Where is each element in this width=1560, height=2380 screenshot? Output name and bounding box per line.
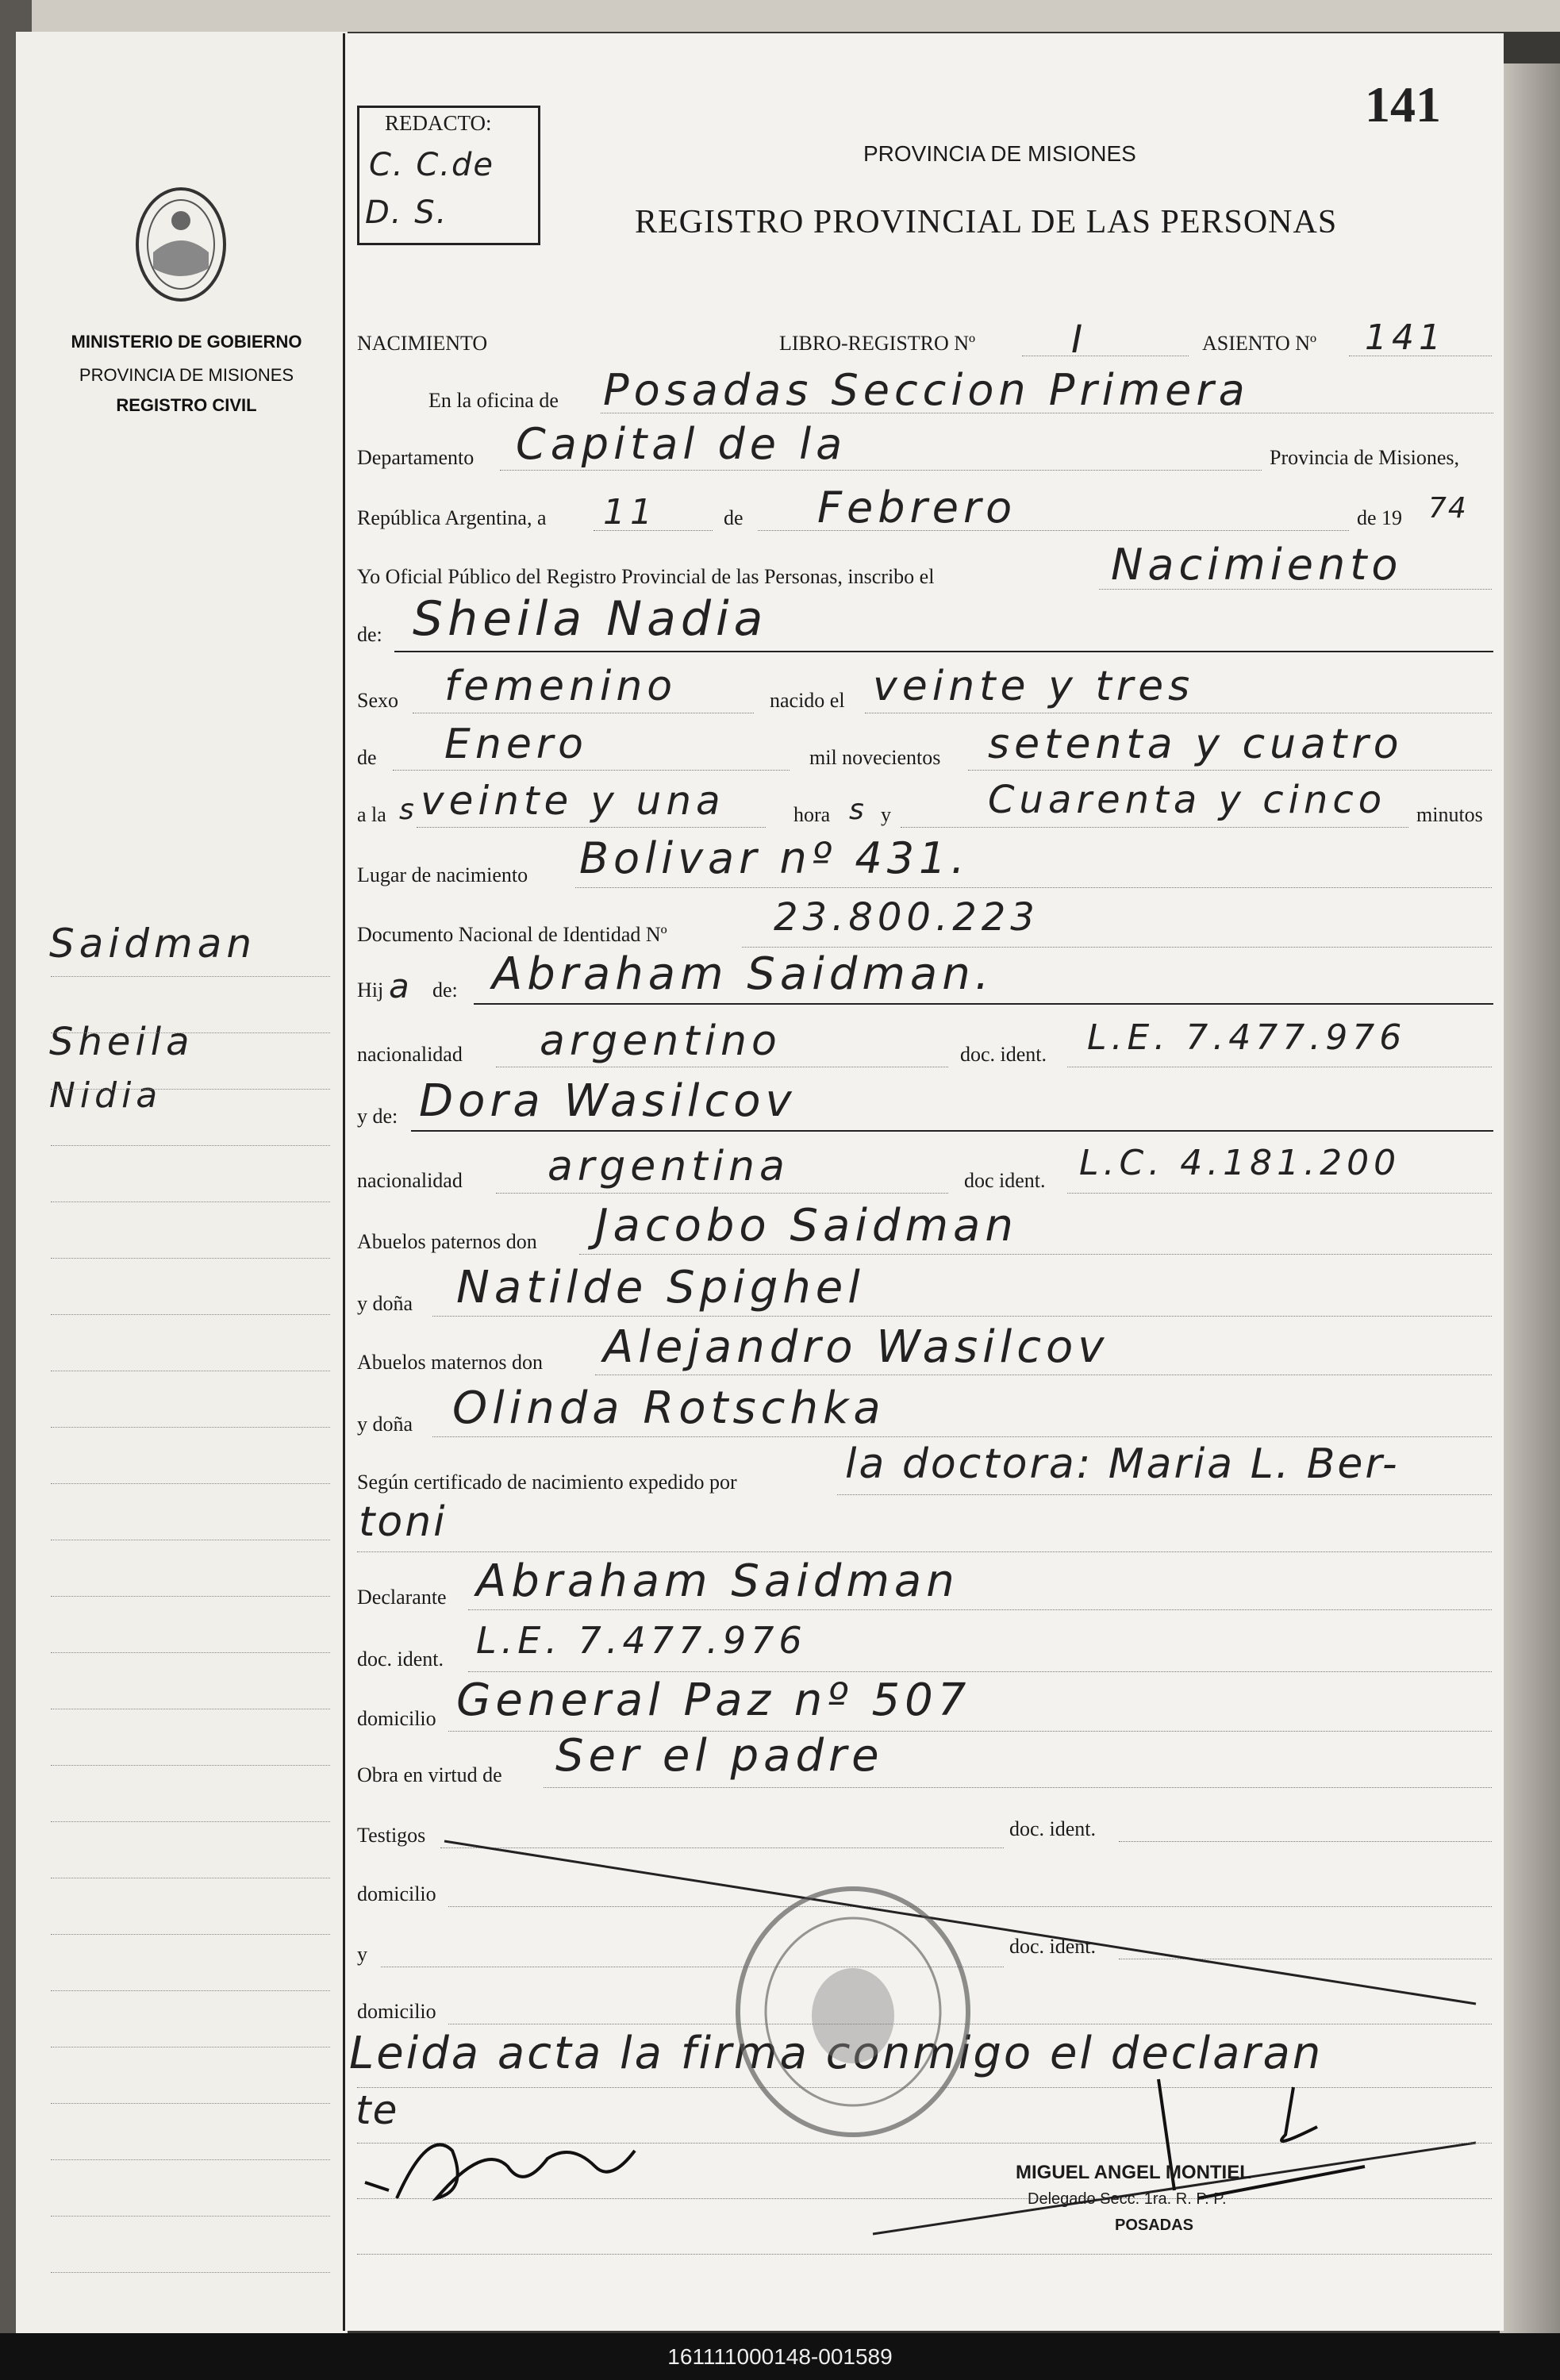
label-de-mes: de bbox=[724, 506, 743, 529]
value-abuela-pat: Natilde Spighel bbox=[456, 1262, 865, 1313]
value-dni: 23.800.223 bbox=[774, 895, 1039, 940]
label-segun: Según certificado de nacimiento expedido por bbox=[357, 1471, 737, 1494]
stub-name-2: Nidia bbox=[49, 1075, 163, 1116]
label-nacionalidad-padre: nacionalidad bbox=[357, 1043, 463, 1066]
value-a-la-s: s bbox=[399, 794, 414, 826]
label-dni: Documento Nacional de Identidad Nº bbox=[357, 923, 667, 946]
label-y-minutos: y bbox=[881, 803, 891, 826]
header-registry: REGISTRO PROVINCIAL DE LAS PERSONAS bbox=[635, 204, 1338, 240]
label-doc-padre: doc. ident. bbox=[960, 1043, 1047, 1066]
declarant-signature-icon bbox=[357, 2095, 659, 2230]
label-domicilio-testigo-1: domicilio bbox=[357, 1882, 436, 1905]
label-de-nombre: de: bbox=[357, 623, 382, 646]
label-libro: LIBRO-REGISTRO Nº bbox=[779, 332, 976, 355]
official-round-stamp-icon bbox=[730, 1881, 976, 2143]
value-mes: Febrero bbox=[817, 483, 1017, 533]
ministry-province: PROVINCIA DE MISIONES bbox=[79, 365, 294, 385]
closing-rule-4 bbox=[357, 2254, 1492, 2255]
ministry-title: MINISTERIO DE GOBIERNO bbox=[71, 332, 302, 352]
official-name: MIGUEL ANGEL MONTIEL bbox=[1016, 2162, 1251, 2183]
value-declarante: Abraham Saidman bbox=[476, 1555, 959, 1607]
value-doc-madre: L.C. 4.181.200 bbox=[1079, 1143, 1401, 1183]
label-domicilio: domicilio bbox=[357, 1707, 436, 1730]
value-hij: a bbox=[389, 967, 409, 1005]
label-sexo: Sexo bbox=[357, 689, 398, 712]
value-obra: Ser el padre bbox=[555, 1730, 884, 1782]
value-madre: Dora Wasilcov bbox=[419, 1075, 797, 1127]
value-acto: Nacimiento bbox=[1111, 540, 1403, 590]
label-mil: mil novecientos bbox=[809, 746, 941, 769]
page-number: 141 bbox=[1365, 76, 1441, 133]
redacto-line-1: C. C.de bbox=[369, 147, 495, 183]
label-y-testigo-2: y bbox=[357, 1943, 367, 1966]
label-nacimiento: NACIMIENTO bbox=[357, 332, 488, 355]
value-departamento: Capital de la bbox=[516, 419, 847, 469]
value-horas-s: s bbox=[849, 794, 864, 826]
label-nacido: nacido el bbox=[770, 689, 845, 712]
label-obra: Obra en virtud de bbox=[357, 1763, 502, 1786]
official-place: POSADAS bbox=[1115, 2217, 1193, 2234]
value-nac-madre: argentina bbox=[548, 1143, 790, 1190]
label-republica: República Argentina, a bbox=[357, 506, 547, 529]
value-abuela-mat: Olinda Rotschka bbox=[452, 1382, 886, 1434]
ministry-registry: REGISTRO CIVIL bbox=[116, 395, 257, 415]
redacto-label: REDACTO: bbox=[385, 111, 492, 135]
value-certificado-2: toni bbox=[359, 1498, 448, 1546]
value-certificado: la doctora: Maria L. Ber- bbox=[845, 1440, 1400, 1488]
closing-line-1: Leida acta la firma conmigo el declaran bbox=[349, 2028, 1324, 2079]
label-testigos: Testigos bbox=[357, 1824, 426, 1847]
label-departamento: Departamento bbox=[357, 446, 475, 469]
value-nombre: Sheila Nadia bbox=[413, 591, 768, 647]
value-oficina: Posadas Seccion Primera bbox=[603, 365, 1250, 415]
redacto-line-2: D. S. bbox=[365, 194, 448, 231]
label-provincia: Provincia de Misiones, bbox=[1270, 446, 1460, 469]
value-nacido: veinte y tres bbox=[873, 663, 1195, 710]
value-dia: 11 bbox=[603, 492, 657, 533]
label-de-padre: de: bbox=[432, 979, 458, 1002]
label-hij: Hij bbox=[357, 979, 384, 1002]
value-abuelo-mat: Alejandro Wasilcov bbox=[603, 1321, 1109, 1373]
value-domicilio: General Paz nº 507 bbox=[456, 1674, 971, 1726]
label-a-la: a la bbox=[357, 803, 386, 826]
label-doc-madre: doc ident. bbox=[964, 1169, 1046, 1192]
label-inscribo: Yo Oficial Público del Registro Provincial de las Personas, inscribo el bbox=[357, 565, 935, 588]
value-horas: veinte y una bbox=[421, 778, 725, 824]
value-libro: I bbox=[1071, 317, 1088, 362]
label-oficina: En la oficina de bbox=[428, 389, 559, 412]
label-abuela-mat: y doña bbox=[357, 1413, 413, 1436]
label-abuela-pat: y doña bbox=[357, 1292, 413, 1315]
value-minutos: Cuarenta y cinco bbox=[988, 778, 1387, 822]
label-madre: y de: bbox=[357, 1105, 398, 1128]
value-anio-nac: setenta y cuatro bbox=[988, 721, 1404, 768]
label-doc-testigo-1: doc. ident. bbox=[1009, 1817, 1097, 1840]
archive-id-footer: 161111000148-001589 bbox=[0, 2333, 1560, 2380]
label-asiento: ASIENTO Nº bbox=[1202, 332, 1317, 355]
stub-surname: Saidman bbox=[49, 921, 257, 967]
value-mes-nac: Enero bbox=[444, 721, 588, 768]
label-minutos: minutos bbox=[1416, 803, 1483, 826]
label-abuelo-mat: Abuelos maternos don bbox=[357, 1351, 543, 1374]
label-lugar: Lugar de nacimiento bbox=[357, 863, 528, 886]
value-abuelo-pat: Jacobo Saidman bbox=[595, 1200, 1018, 1252]
value-doc-declarante: L.E. 7.477.976 bbox=[476, 1619, 807, 1662]
value-lugar: Bolivar nº 431. bbox=[579, 833, 970, 883]
value-asiento: 141 bbox=[1365, 317, 1446, 358]
header-province: PROVINCIA DE MISIONES bbox=[863, 141, 1136, 166]
value-nac-padre: argentino bbox=[540, 1017, 782, 1065]
label-nacionalidad-madre: nacionalidad bbox=[357, 1169, 463, 1192]
label-doc-testigo-2: doc. ident. bbox=[1009, 1935, 1097, 1958]
value-doc-padre: L.E. 7.477.976 bbox=[1087, 1017, 1407, 1058]
label-domicilio-testigo-2: domicilio bbox=[357, 2000, 436, 2023]
label-horas: hora bbox=[793, 803, 831, 826]
label-abuelo-pat: Abuelos paternos don bbox=[357, 1230, 537, 1253]
value-sexo: femenino bbox=[444, 663, 678, 710]
label-de-anio: de 19 bbox=[1357, 506, 1403, 529]
closing-line-2: te bbox=[355, 2087, 399, 2133]
value-padre: Abraham Saidman. bbox=[492, 948, 994, 1000]
value-anio: 74 bbox=[1428, 492, 1468, 525]
label-declarante: Declarante bbox=[357, 1586, 447, 1609]
official-title: Delegado Secc. 1ra. R. P. P. bbox=[1028, 2190, 1227, 2208]
label-de-mes-nac: de bbox=[357, 746, 377, 769]
label-doc-declarante: doc. ident. bbox=[357, 1648, 444, 1671]
stub-name-1: Sheila bbox=[49, 1020, 194, 1064]
